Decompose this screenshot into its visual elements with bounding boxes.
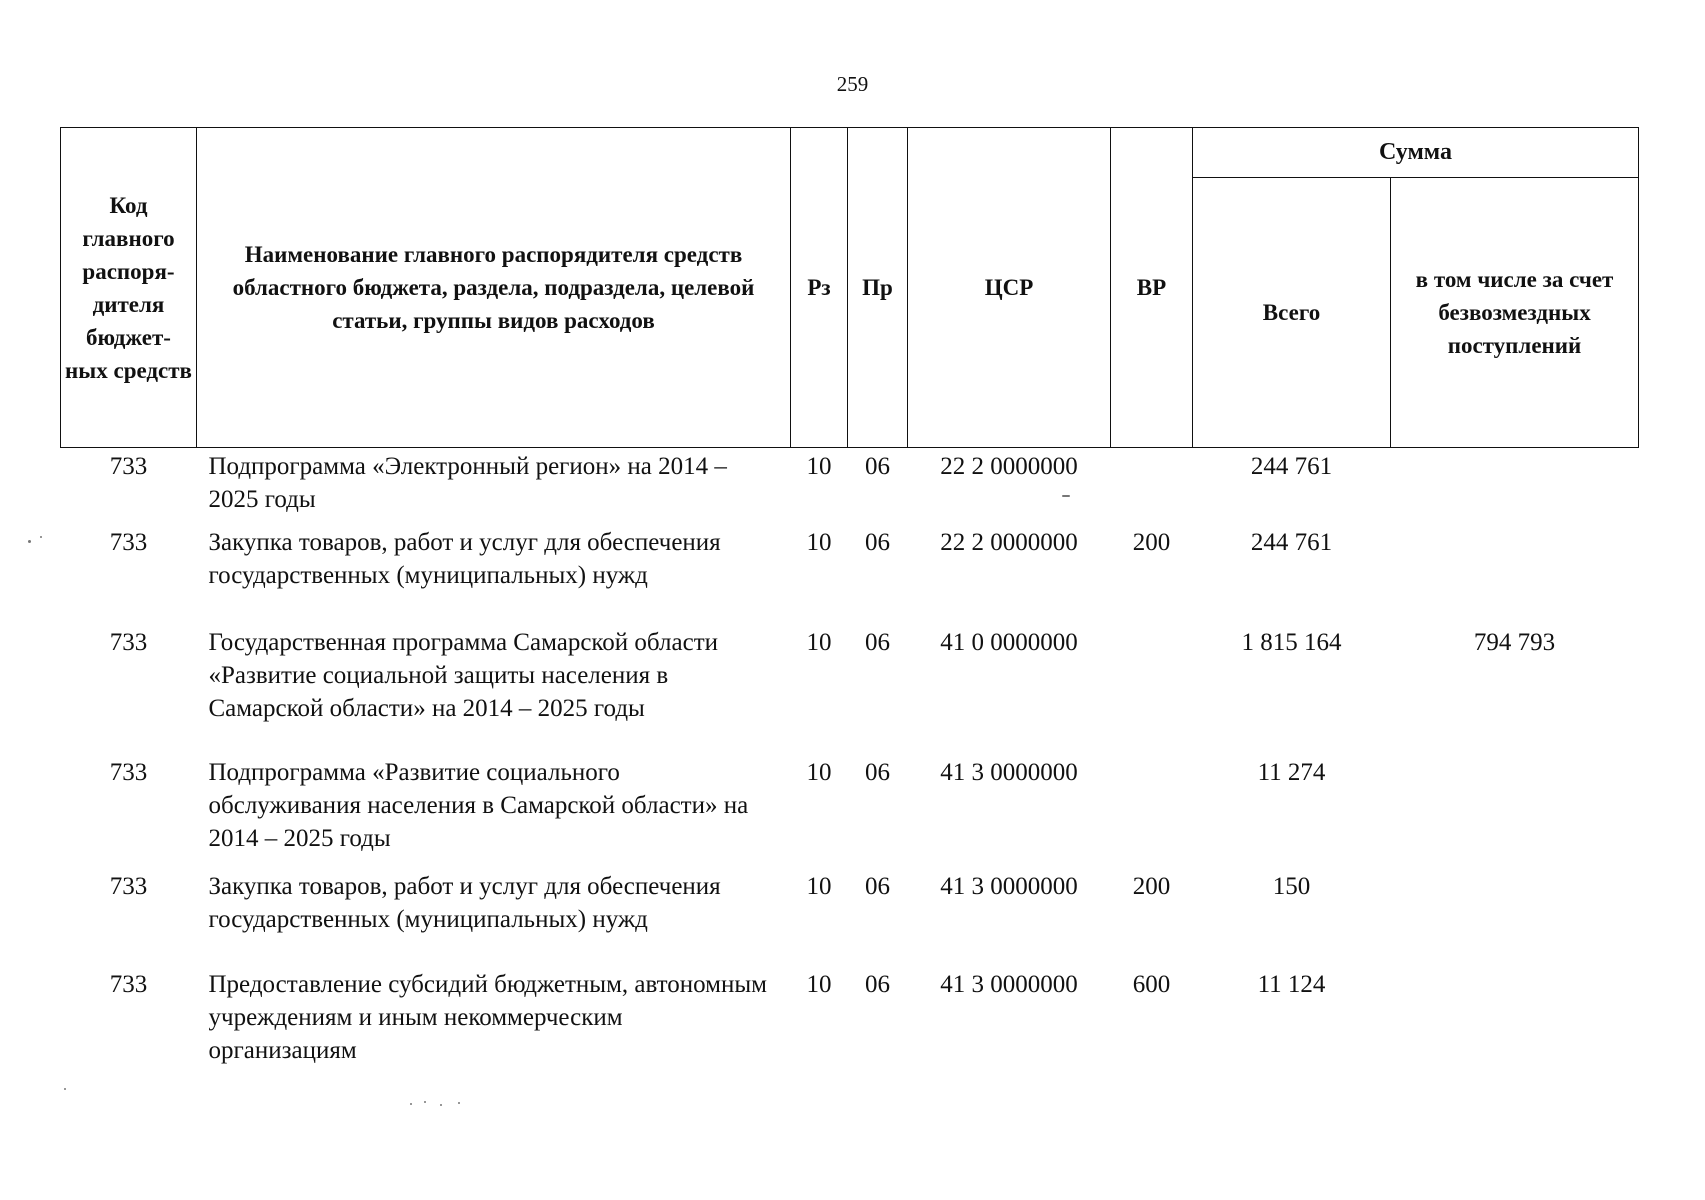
- cell-free: [1391, 448, 1639, 527]
- budget-table: [60, 127, 1639, 1068]
- cell-csr: 41 3 0000000: [940, 873, 1078, 900]
- cell-vr: [1111, 448, 1193, 527]
- table-row: [61, 626, 1639, 756]
- cell-rz: 10: [806, 873, 832, 900]
- header-name: Наименование главного распорядителя средств областного бюджета, раздела, подраздела, целевой статьи, группы видов расходов: [197, 128, 791, 448]
- table-body: [61, 448, 1639, 1069]
- scan-speck: [424, 1101, 426, 1103]
- table-row: [61, 756, 1639, 870]
- table-row: [61, 526, 1639, 626]
- scan-speck: [458, 1102, 460, 1104]
- table-header: [61, 128, 1639, 448]
- cell-name: Закупка товаров, работ и услуг для обеспечения государственных (муниципальных) нужд: [208, 873, 721, 933]
- header-free: в том числе за счет безвозмездных поступлений: [1391, 178, 1639, 448]
- cell-code: 733: [109, 453, 148, 480]
- cell-vr: 200: [1132, 873, 1171, 900]
- cell-rz: 10: [806, 453, 832, 480]
- cell-csr: 22 2 0000000: [940, 529, 1078, 556]
- cell-free: [1391, 968, 1639, 1068]
- table-row: [61, 448, 1639, 527]
- scan-speck: [40, 536, 42, 538]
- cell-total: 1 815 164: [1241, 629, 1342, 656]
- cell-csr: 41 0 0000000: [940, 629, 1078, 656]
- cell-total: 244 761: [1250, 453, 1333, 480]
- cell-free: [1391, 526, 1639, 626]
- table-row: [61, 968, 1639, 1068]
- cell-csr: 22 2 0000000: [940, 453, 1078, 480]
- cell-total: 244 761: [1250, 529, 1333, 556]
- cell-vr: 600: [1132, 971, 1171, 998]
- cell-total: 150: [1272, 873, 1311, 900]
- scan-speck: [410, 1103, 412, 1105]
- header-sum-group: Сумма: [1193, 128, 1639, 178]
- cell-total: 11 274: [1257, 759, 1326, 786]
- cell-name: Подпрограмма «Развитие социального обслуживания населения в Самарской области» на 2014 – 2025 годы: [208, 759, 749, 852]
- header-pr: Пр: [848, 128, 908, 448]
- cell-name: Государственная программа Самарской области «Развитие социальной защиты населения в Самарской области» на 2014 – 2025 годы: [208, 629, 718, 722]
- cell-pr: 06: [865, 529, 890, 556]
- cell-rz: 10: [806, 629, 832, 656]
- cell-vr: 200: [1132, 529, 1171, 556]
- cell-free: [1391, 756, 1639, 870]
- cell-vr: [1111, 756, 1193, 870]
- cell-rz: 10: [806, 529, 832, 556]
- scan-speck: [1062, 495, 1070, 497]
- page-number: 259: [836, 72, 869, 96]
- scan-speck: [64, 1088, 66, 1090]
- scan-speck: [28, 540, 31, 543]
- cell-pr: 06: [865, 971, 890, 998]
- cell-name: Подпрограмма «Электронный регион» на 2014 – 2025 годы: [208, 453, 727, 513]
- cell-csr: 41 3 0000000: [940, 759, 1078, 786]
- cell-code: 733: [109, 971, 148, 998]
- cell-free: 794 793: [1473, 629, 1556, 656]
- cell-pr: 06: [865, 453, 890, 480]
- cell-rz: 10: [806, 759, 832, 786]
- header-row-top: [61, 128, 1639, 178]
- header-csr: ЦСР: [908, 128, 1111, 448]
- cell-name: Предоставление субсидий бюджетным, автономным учреждениям и иным некоммерческим организациям: [208, 971, 767, 1064]
- cell-code: 733: [109, 529, 148, 556]
- cell-pr: 06: [865, 759, 890, 786]
- scan-speck: [440, 1104, 442, 1106]
- header-rz: Рз: [791, 128, 848, 448]
- cell-pr: 06: [865, 873, 890, 900]
- cell-pr: 06: [865, 629, 890, 656]
- cell-csr: 41 3 0000000: [940, 971, 1078, 998]
- cell-vr: [1111, 626, 1193, 756]
- cell-code: 733: [109, 873, 148, 900]
- cell-code: 733: [109, 759, 148, 786]
- table-row: [61, 870, 1639, 968]
- cell-free: [1391, 870, 1639, 968]
- cell-name: Закупка товаров, работ и услуг для обеспечения государственных (муниципальных) нужд: [208, 529, 721, 589]
- header-total: Всего: [1193, 178, 1391, 448]
- cell-rz: 10: [806, 971, 832, 998]
- cell-total: 11 124: [1257, 971, 1326, 998]
- header-vr: ВР: [1111, 128, 1193, 448]
- cell-code: 733: [109, 629, 148, 656]
- header-code: Код главного распоря-дителя бюджет-ных средств: [61, 128, 197, 448]
